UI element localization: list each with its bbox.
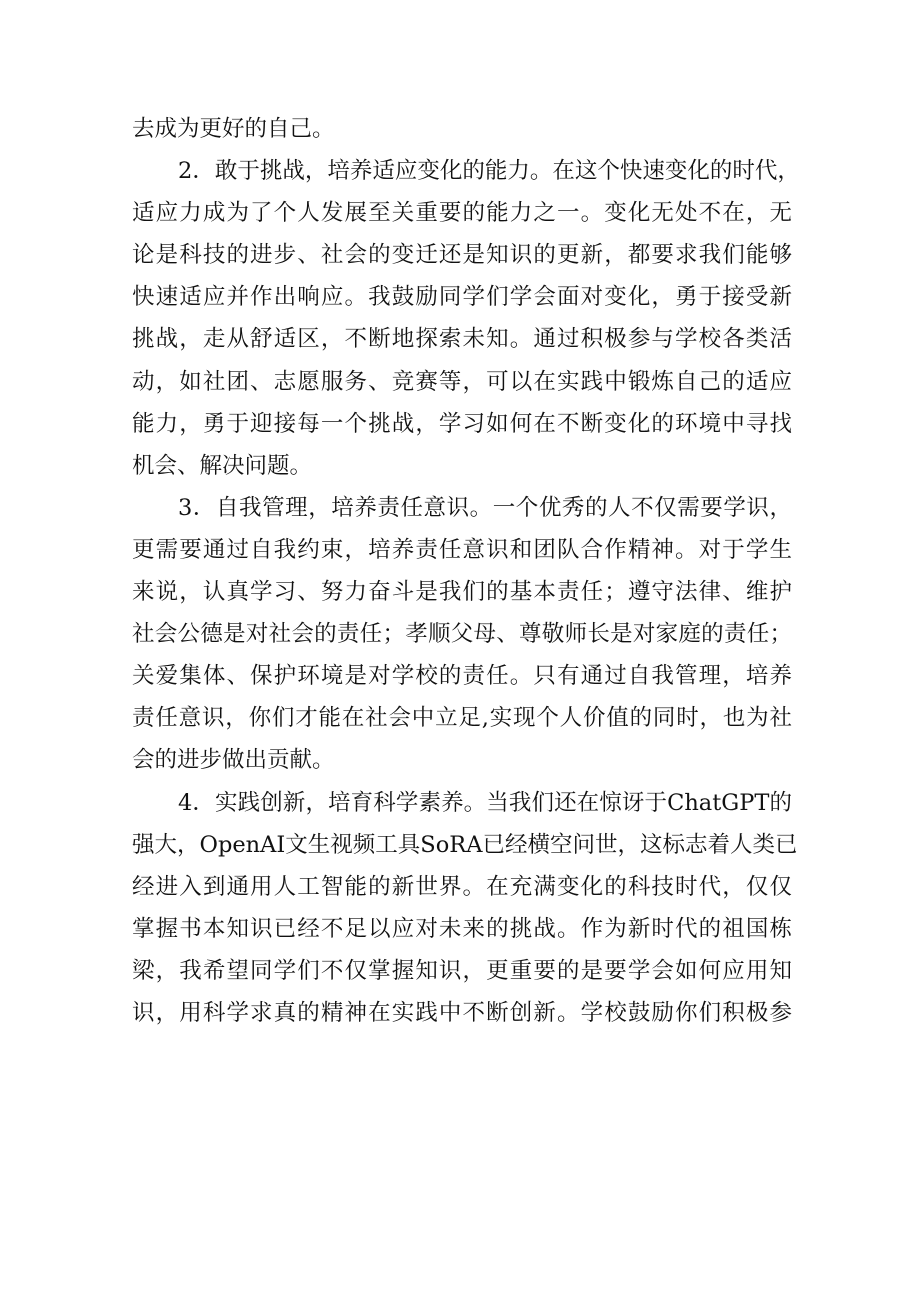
text-line: 会的进步做出贡献。 (132, 747, 335, 774)
text-line: 3．自我管理，培养责任意识。一个优秀的人不仅需要学识， (178, 494, 792, 521)
text-line: 关爱集体、保护环境是对学校的责任。只有通过自我管理，培养 (132, 663, 792, 690)
text-line: 更需要通过自我约束，培养责任意识和团队合作精神。对于学生 (132, 536, 792, 563)
text-line: 动，如社团、志愿服务、竞赛等，可以在实践中锻炼自己的适应 (132, 368, 792, 395)
body-text (132, 108, 800, 1034)
text-line: 适应力成为了个人发展至关重要的能力之一。变化无处不在，无 (132, 200, 792, 227)
text-line: 强大，OpenAI文生视频工具SoRA已经横空问世，这标志着人类已 (132, 831, 798, 858)
text-line: 4．实践创新，培育科学素养。当我们还在惊讶于ChatGPT的 (178, 789, 792, 816)
text-line: 去成为更好的自己。 (132, 116, 335, 142)
text-line: 识，用科学求真的精神在实践中不断创新。学校鼓励你们积极参 (132, 999, 792, 1026)
text-line: 经进入到通用人工智能的新世界。在充满变化的科技时代，仅仅 (132, 873, 792, 900)
text-line: 快速适应并作出响应。我鼓励同学们学会面对变化，勇于接受新 (132, 284, 792, 311)
text-line: 社会公德是对社会的责任；孝顺父母、尊敬师长是对家庭的责任； (132, 621, 792, 648)
text-line: 机会、解决问题。 (132, 452, 313, 479)
text-line: 掌握书本知识已经不足以应对未来的挑战。作为新时代的祖国栋 (132, 915, 792, 942)
text-line: 梁，我希望同学们不仅掌握知识，更重要的是要学会如何应用知 (132, 957, 792, 984)
text-line: 论是科技的进步、社会的变迁还是知识的更新，都要求我们能够 (132, 242, 792, 269)
text-line: 来说，认真学习、努力奋斗是我们的基本责任；遵守法律、维护 (132, 579, 792, 606)
text-line: 挑战，走从舒适区，不断地探索未知。通过积极参与学校各类活 (132, 326, 792, 353)
text-line: 责任意识，你们才能在社会中立足,实现个人价值的同时，也为社 (132, 705, 792, 732)
text-line: 能力，勇于迎接每一个挑战，学习如何在不断变化的环境中寻找 (132, 410, 792, 437)
text-line: 2．敢于挑战，培养适应变化的能力。在这个快速变化的时代， (178, 158, 800, 185)
